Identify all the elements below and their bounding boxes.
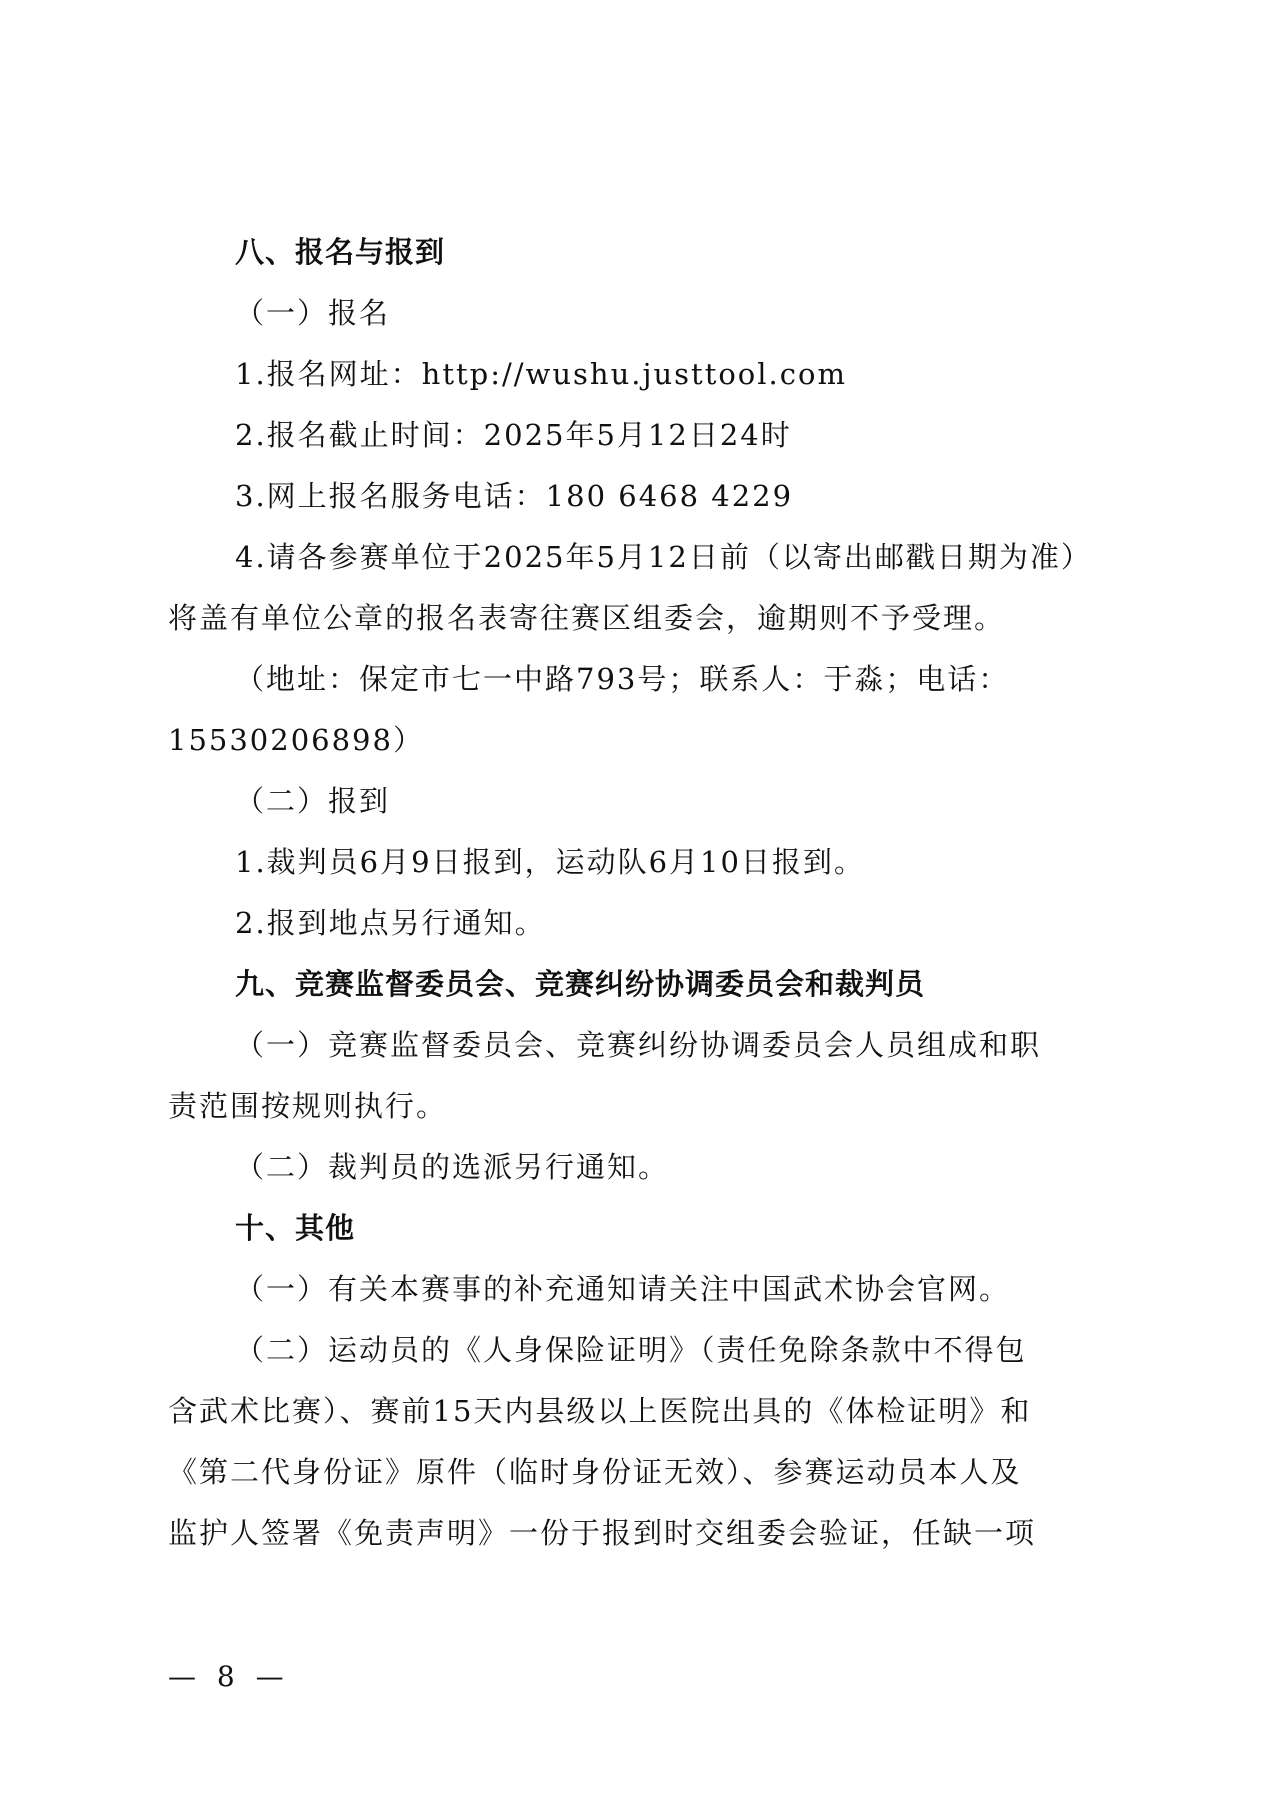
section-10-p2-line1: （二）运动员的《人身保险证明》（责任免除条款中不得包: [235, 1333, 1027, 1367]
checkin-location-item: 2.报到地点另行通知。: [235, 906, 546, 940]
registration-mail-item-line1: 4.请各参赛单位于2025年5月12日前（以寄出邮戳日期为准）: [235, 540, 1092, 574]
registration-deadline-item: 2.报名截止时间：2025年5月12日24时: [235, 418, 792, 452]
section-10-p1: （一）有关本赛事的补充通知请关注中国武术协会官网。: [235, 1272, 1011, 1306]
page-number: — 8 —: [168, 1660, 290, 1693]
registration-subheading: （一）报名: [235, 296, 391, 330]
section-10-p2-line2: 含武术比赛）、赛前15天内县级以上医院出具的《体检证明》和: [168, 1394, 1032, 1428]
registration-mail-item-line2: 将盖有单位公章的报名表寄往赛区组委会，逾期则不予受理。: [168, 601, 1006, 635]
registration-phone-item: 3.网上报名服务电话：180 6468 4229: [235, 479, 794, 513]
section-9-p2: （二）裁判员的选派另行通知。: [235, 1150, 670, 1184]
section-8-heading: 八、报名与报到: [235, 235, 446, 269]
section-10-p2-line3: 《第二代身份证》原件（临时身份证无效）、参赛运动员本人及: [168, 1455, 1022, 1489]
section-9-heading: 九、竞赛监督委员会、竞赛纠纷协调委员会和裁判员: [235, 967, 926, 1001]
registration-url-item: 1.报名网址：http://wushu.justtool.com: [235, 357, 847, 391]
section-10-p2-line4: 监护人签署《免责声明》一份于报到时交组委会验证，任缺一项: [168, 1516, 1037, 1550]
checkin-date-item: 1.裁判员6月9日报到，运动队6月10日报到。: [235, 845, 865, 879]
address-line2: 15530206898）: [168, 723, 424, 757]
address-line1: （地址：保定市七一中路793号；联系人：于淼；电话：: [235, 662, 1010, 696]
section-10-heading: 十、其他: [235, 1211, 356, 1245]
section-9-p1-line1: （一）竞赛监督委员会、竞赛纠纷协调委员会人员组成和职: [235, 1028, 1042, 1062]
checkin-subheading: （二）报到: [235, 784, 391, 818]
section-9-p1-line2: 责范围按规则执行。: [168, 1089, 448, 1123]
